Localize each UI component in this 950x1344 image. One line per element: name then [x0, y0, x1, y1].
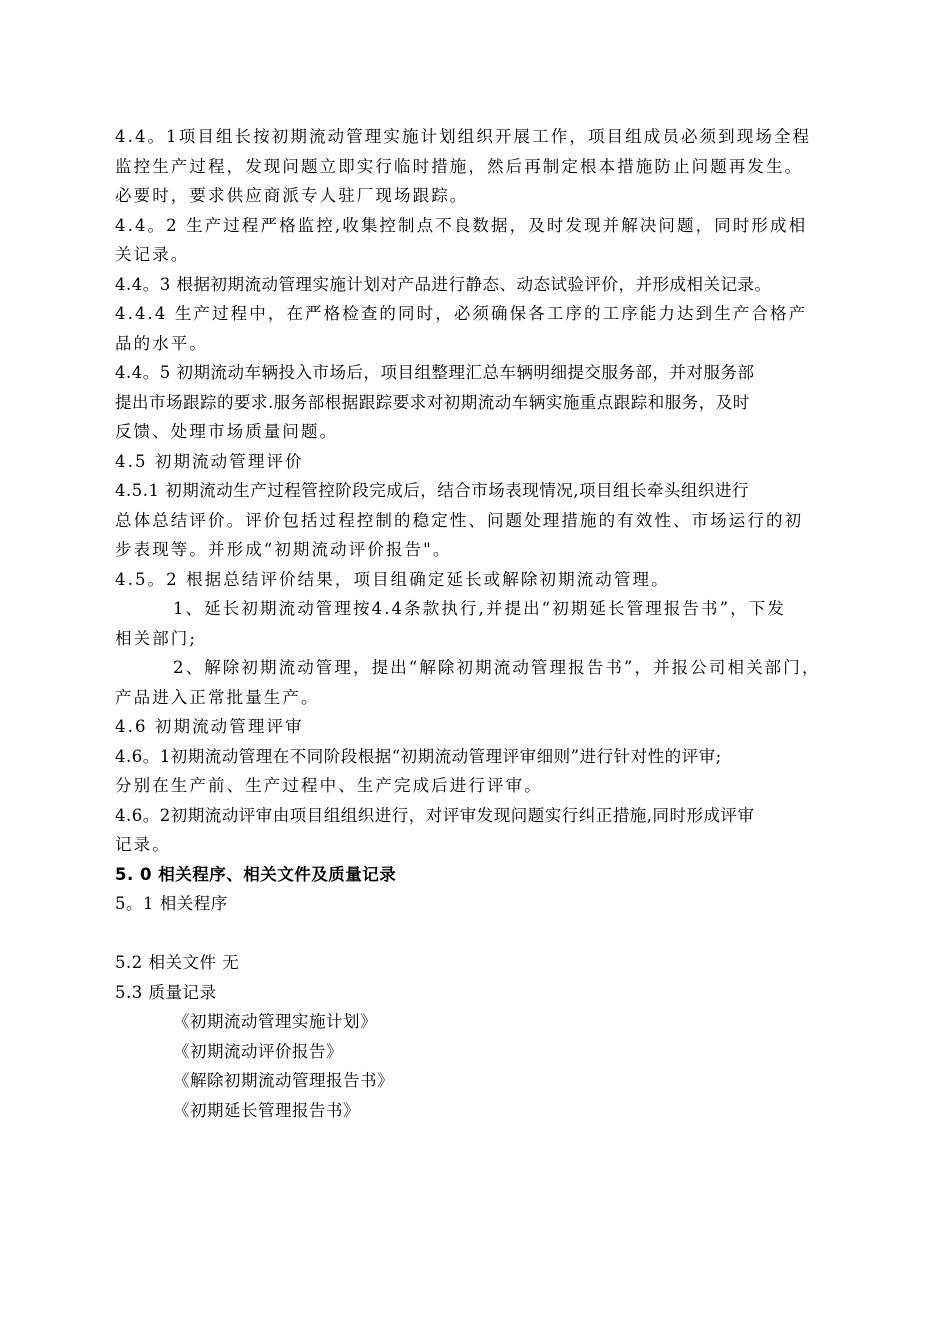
list-item-extend: 1、延长初期流动管理按4.4条款执行,并提出“初期延长管理报告书”，下发 — [173, 599, 786, 618]
paragraph-line: 必要时，要求供应商派专人驻厂现场跟踪。 — [115, 186, 469, 205]
paragraph-line: 反馈、处理市场质量问题。 — [115, 422, 339, 441]
paragraph-line: 4.6。1初期流动管理在不同阶段根据“初期流动管理评审细则”进行针对性的评审; — [115, 746, 722, 766]
paragraph-line: 相关部门; — [115, 628, 198, 648]
paragraph-line: 4.4.4 生产过程中，在严格检查的同时，必须确保各工序的工序能力达到生产合格产 — [115, 304, 808, 323]
paragraph-line: 步表现等。并形成“初期流动评价报告"。 — [115, 540, 452, 559]
section-heading-4-5: 4.5 初期流动管理评价 — [115, 451, 304, 471]
paragraph-line: 4.5.1 初期流动生产过程管控阶段完成后，结合市场表现情况,项目组长牵头组织进行 — [115, 481, 749, 500]
record-item: 《解除初期流动管理报告书》 — [173, 1071, 394, 1090]
paragraph-line: 监控生产过程，发现问题立即实行临时措施，然后再制定根本措施防止问题再发生。 — [115, 156, 804, 176]
subsection-5-3: 5.3 质量记录 — [115, 982, 217, 1002]
paragraph-line: 提出市场跟踪的要求.服务部根据跟踪要求对初期流动车辆实施重点跟踪和服务，及时 — [115, 392, 750, 412]
paragraph-line: 4.4。3 根据初期流动管理实施计划对产品进行静态、动态试验评价，并形成相关记录。 — [115, 274, 772, 294]
record-item: 《初期流动评价报告》 — [173, 1041, 343, 1061]
section-heading-4-6: 4.6 初期流动管理评审 — [115, 717, 304, 736]
paragraph-line: 品的水平。 — [115, 333, 208, 353]
paragraph-line: 产品进入正常批量生产。 — [115, 687, 320, 707]
subsection-5-2: 5.2 相关文件 无 — [115, 953, 240, 972]
paragraph-line: 4.5。2 根据总结评价结果，项目组确定延长或解除初期流动管理。 — [115, 569, 670, 589]
paragraph-line: 分别在生产前、生产过程中、生产完成后进行评审。 — [115, 776, 543, 795]
paragraph-line: 记录。 — [115, 835, 171, 854]
paragraph-line: 4.4。2 生产过程严格监控,收集控制点不良数据，及时发现并解决问题，同时形成相 — [115, 215, 808, 235]
paragraph-line: 4.4。5 初期流动车辆投入市场后，项目组整理汇总车辆明细提交服务部，并对服务部 — [115, 363, 755, 382]
paragraph-line: 4.4。1项目组长按初期流动管理实施计划组织开展工作，项目组成员必须到现场全程 — [115, 127, 812, 146]
paragraph-line: 总体总结评价。评价包括过程控制的稳定性、问题处理措施的有效性、市场运行的初 — [115, 510, 804, 530]
paragraph-line: 关记录。 — [115, 245, 190, 264]
paragraph-line: 4.6。2初期流动评审由项目组组织进行，对评审发现问题实行纠正措施,同时形成评审 — [115, 805, 755, 825]
section-heading-5: 5. 0 相关程序、相关文件及质量记录 — [115, 864, 397, 884]
blank-line — [115, 919, 845, 949]
subsection-5-1: 5。1 相关程序 — [115, 894, 228, 913]
list-item-release: 2、解除初期流动管理，提出“解除初期流动管理报告书”，并报公司相关部门， — [173, 658, 821, 677]
record-item: 《初期延长管理报告书》 — [173, 1100, 360, 1120]
record-item: 《初期流动管理实施计划》 — [173, 1012, 377, 1031]
document-body — [115, 122, 845, 1125]
